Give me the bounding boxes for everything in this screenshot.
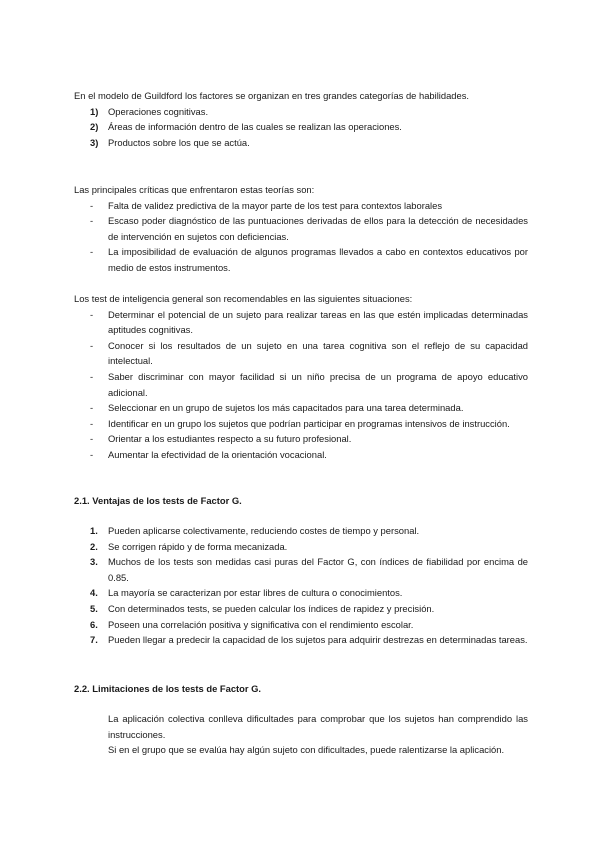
list-item (74, 244, 528, 275)
criticas-list (74, 198, 528, 276)
list-item (74, 447, 528, 463)
list-item (74, 104, 528, 120)
list-item (74, 307, 528, 338)
list-marker: 3. (90, 556, 98, 568)
situaciones-section (74, 291, 528, 463)
list-item-text: La mayoría se caracterizan por estar libres de cultura o conocimientos. (108, 587, 403, 599)
list-item (74, 554, 528, 585)
ventajas-list (74, 523, 528, 648)
list-item-text: Aumentar la efectividad de la orientación vocacional. (108, 448, 327, 460)
list-item (74, 431, 528, 447)
list-item (74, 585, 528, 601)
list-marker: - (90, 370, 94, 382)
list-item (74, 632, 528, 648)
intro-list (74, 104, 528, 151)
list-item-text: Áreas de información dentro de las cuales se realizan las operaciones. (108, 121, 402, 133)
list-item-text: Identificar en un grupo los sujetos que podrían participar en programas intensivos de instrucción. (108, 417, 510, 429)
situaciones-list (74, 307, 528, 463)
criticas-paragraph: Las principales críticas que enfrentaron estas teorías son: (74, 184, 315, 195)
list-marker: - (90, 339, 94, 351)
list-item-text: Pueden aplicarse colectivamente, reduciendo costes de tiempo y personal. (108, 525, 420, 536)
list-item (74, 135, 528, 151)
list-item-text: Saber discriminar con mayor facilidad si un niño precisa de un programa de apoyo educativo adicional. (108, 370, 528, 398)
list-item (74, 400, 528, 416)
intro-paragraph: En el modelo de Guildford los factores se organizan en tres grandes categorías de habilidades. (74, 90, 470, 101)
list-item-text: Orientar a los estudiantes respecto a su futuro profesional. (108, 433, 352, 445)
list-item-text: La imposibilidad de evaluación de algunos programas llevados a cabo en contextos educativos por medio de estos instrumentos. (108, 246, 528, 273)
list-marker: 1. (90, 525, 98, 536)
list-item (74, 338, 528, 369)
list-item (74, 523, 528, 539)
list-item-text: Operaciones cognitivas. (108, 105, 209, 117)
limitaciones-section (74, 711, 528, 758)
list-marker: - (90, 448, 94, 460)
list-marker: 3) (90, 136, 99, 148)
limitaciones-paragraph: Si en el grupo que se evalúa hay algún sujeto con dificultades, puede ralentizarse la aplicación. (108, 744, 505, 756)
section-heading-limitaciones: 2.2. Limitaciones de los tests de Factor G. (74, 683, 262, 694)
list-marker: - (90, 308, 94, 320)
limitaciones-paragraph: La aplicación colectiva conlleva dificultades para comprobar que los sujetos han comprendido las instrucciones. (108, 713, 528, 740)
list-marker: 7. (90, 634, 98, 646)
list-marker: - (90, 433, 94, 445)
list-item (74, 617, 528, 633)
list-item-text: Falta de validez predictiva de la mayor parte de los test para contextos laborales (108, 199, 443, 211)
list-marker: - (90, 417, 94, 429)
intro-section (74, 88, 528, 150)
list-item (74, 601, 528, 617)
list-item (74, 369, 528, 400)
limitaciones-heading-block (74, 681, 528, 697)
list-marker: 4. (90, 587, 98, 599)
list-item (74, 213, 528, 244)
list-item-text: Pueden llegar a predecir la capacidad de los sujetos para adquirir destrezas en determinadas tareas. (108, 634, 528, 646)
list-item-text: Se corrigen rápido y de forma mecanizada. (108, 540, 288, 552)
list-marker: 6. (90, 618, 98, 630)
list-item-text: Poseen una correlación positiva y significativa con el rendimiento escolar. (108, 618, 414, 630)
list-item-text: Determinar el potencial de un sujeto para realizar tareas en las que estén implicadas determinadas aptitudes cognitivas. (108, 308, 528, 336)
list-marker: - (90, 199, 94, 211)
section-heading-ventajas: 2.1. Ventajas de los tests de Factor G. (74, 495, 242, 506)
list-marker: - (90, 246, 94, 258)
ventajas-heading-block (74, 493, 528, 509)
list-marker: 1) (90, 105, 99, 117)
list-item (74, 119, 528, 135)
list-item-text: Con determinados tests, se pueden calcular los índices de rapidez y precisión. (108, 602, 435, 614)
list-marker: 2) (90, 121, 99, 133)
list-item-text: Productos sobre los que se actúa. (108, 136, 250, 148)
list-item-text: Muchos de los tests son medidas casi puras del Factor G, con índices de fiabilidad por encima de 0.85. (108, 556, 528, 583)
list-item (74, 416, 528, 432)
list-item-text: Escaso poder diagnóstico de las puntuaciones derivadas de ellos para la detección de necesidades de intervención en sujetos con deficiencias. (108, 215, 528, 242)
list-item (74, 539, 528, 555)
list-marker: - (90, 402, 94, 414)
criticas-section (74, 182, 528, 276)
list-marker: - (90, 215, 94, 227)
ventajas-section (74, 523, 528, 648)
situaciones-paragraph: Los test de inteligencia general son recomendables en las siguientes situaciones: (74, 293, 413, 304)
list-marker: 5. (90, 602, 98, 614)
list-marker: 2. (90, 540, 98, 552)
list-item (74, 198, 528, 214)
list-item-text: Seleccionar en un grupo de sujetos los más capacitados para una tarea determinada. (108, 402, 464, 414)
list-item-text: Conocer si los resultados de un sujeto en una tarea cognitiva son el reflejo de su capacidad intelectual. (108, 339, 528, 367)
